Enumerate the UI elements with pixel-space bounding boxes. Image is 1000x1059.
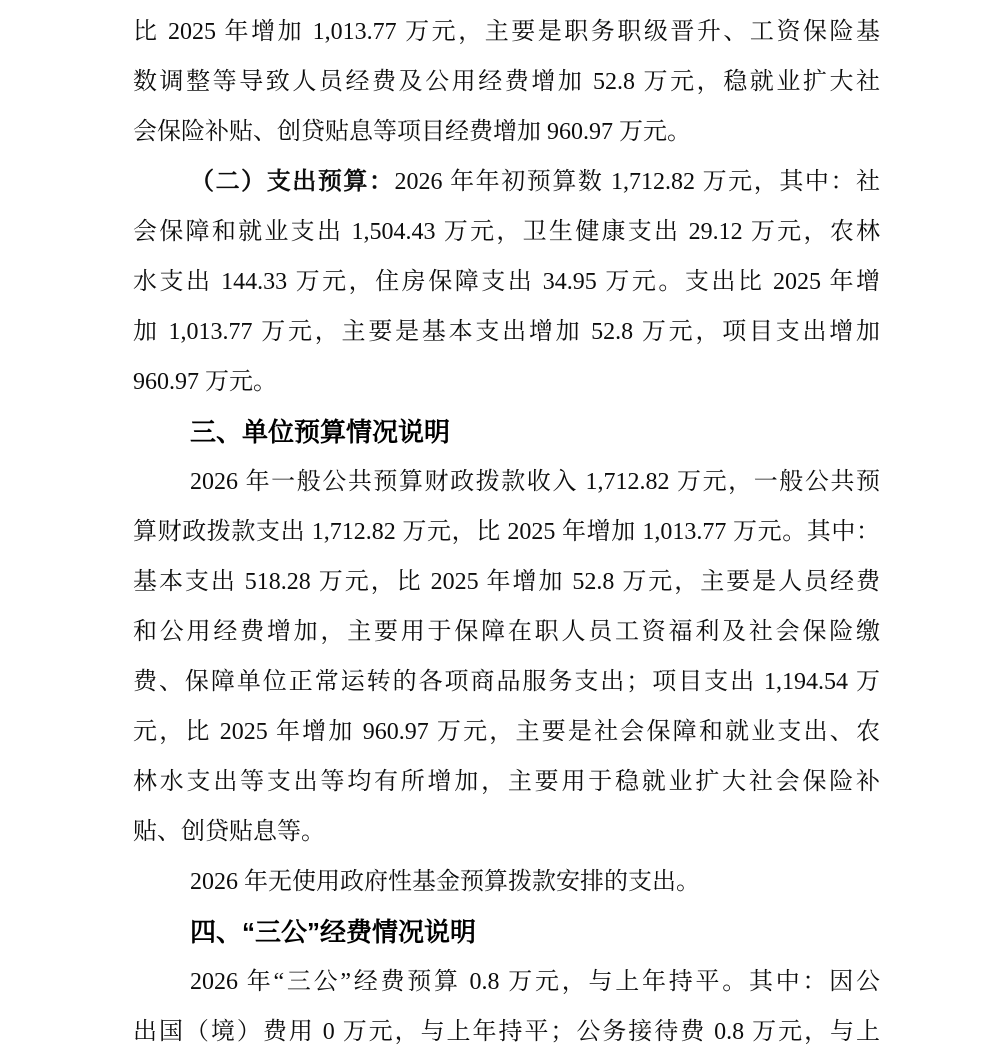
line-text: 林水支出等支出等均有所增加，主要用于稳就业扩大社会保险补 [133,769,880,795]
line-text: 会保险补贴、创贷贴息等项目经费增加 960.97 万元。 [133,119,691,145]
line-text: 数调整等导致人员经费及公用经费增加 52.8 万元，稳就业扩大社 [133,69,880,95]
line-text: 算财政拨款支出 1,712.82 万元，比 2025 年增加 1,013.77 万元。其中： [133,519,880,545]
heading-text: 三、单位预算情况说明 [190,417,451,447]
line-text: 2026 年“三公”经费预算 0.8 万元，与上年持平。其中：因公 [190,969,880,995]
paragraph-line [133,707,880,757]
paragraph-line [133,1007,880,1057]
line-text: 贴、创贷贴息等。 [133,819,325,845]
heading-text: 四、“三公”经费情况说明 [190,917,477,947]
paragraph-line [133,757,880,807]
paragraph-line [133,107,880,157]
text-column [133,7,880,1057]
paragraph-line [133,457,880,507]
line-text: 水支出 144.33 万元，住房保障支出 34.95 万元。支出比 2025 年增 [133,269,880,295]
paragraph-line [133,157,880,207]
line-text: 元，比 2025 年增加 960.97 万元，主要是社会保障和就业支出、农 [133,719,880,745]
paragraph-line [133,507,880,557]
subsection-label-expenditure-budget: （二）支出预算： [190,169,395,195]
section-heading-three-public-funds [133,907,880,957]
line-text: 2026 年年初预算数 1,712.82 万元，其中：社 [394,169,880,195]
paragraph-line [133,307,880,357]
line-text: 加 1,013.77 万元，主要是基本支出增加 52.8 万元，项目支出增加 [133,319,880,345]
paragraph-line [133,57,880,107]
line-text: 960.97 万元。 [133,369,277,395]
line-text: 2026 年一般公共预算财政拨款收入 1,712.82 万元，一般公共预 [190,469,880,495]
paragraph-line [133,857,880,907]
paragraph-line [133,607,880,657]
paragraph-line [133,7,880,57]
line-text: 费、保障单位正常运转的各项商品服务支出；项目支出 1,194.54 万 [133,669,880,695]
paragraph-line [133,557,880,607]
paragraph-line [133,657,880,707]
paragraph-line [133,207,880,257]
line-text: 2026 年无使用政府性基金预算拨款安排的支出。 [190,869,700,895]
paragraph-line [133,957,880,1007]
line-text: 和公用经费增加，主要用于保障在职人员工资福利及社会保险缴 [133,619,880,645]
paragraph-line [133,357,880,407]
paragraph-line [133,807,880,857]
line-text: 会保障和就业支出 1,504.43 万元，卫生健康支出 29.12 万元，农林 [133,219,880,245]
line-text: 基本支出 518.28 万元，比 2025 年增加 52.8 万元，主要是人员经费 [133,569,880,595]
line-text: 比 2025 年增加 1,013.77 万元，主要是职务职级晋升、工资保险基 [133,19,880,45]
paragraph-line [133,257,880,307]
section-heading-unit-budget [133,407,880,457]
line-text: 出国（境）费用 0 万元，与上年持平；公务接待费 0.8 万元，与上 [133,1019,880,1045]
